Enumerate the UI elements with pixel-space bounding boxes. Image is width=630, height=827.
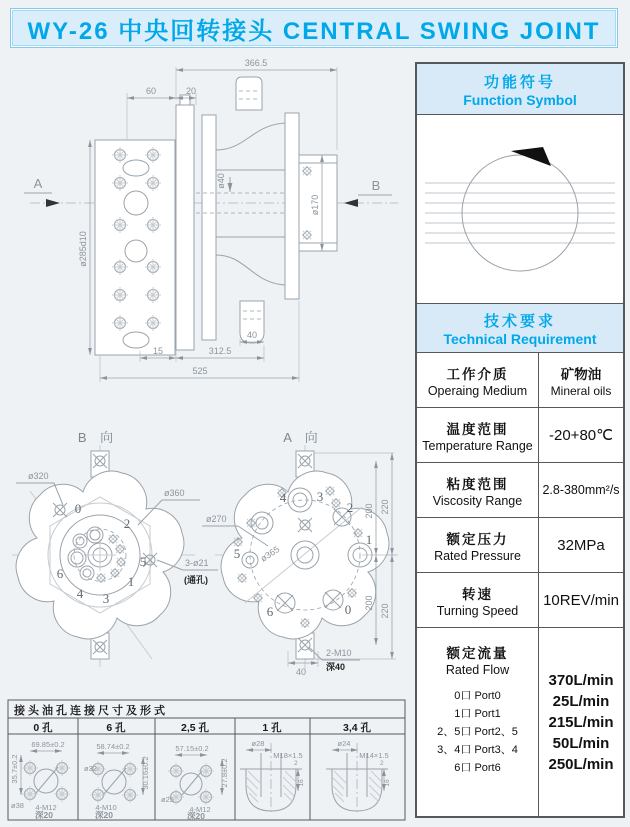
flow-value-1: 25L/min — [552, 692, 610, 710]
hole-table-title: 接头油孔连接尺寸及形式 — [14, 705, 168, 717]
spec-row-temperature — [417, 408, 623, 463]
dim-depth-40: 深40 — [326, 662, 346, 672]
spec-value-speed — [539, 573, 623, 627]
spec-label-pressure — [417, 518, 539, 572]
c5-d16: 16 — [384, 779, 391, 787]
c4-d2: 2 — [294, 760, 298, 767]
c4-thread: M18×1.5 — [273, 751, 303, 760]
spec-row-speed — [417, 573, 623, 628]
pressure-zh: 额定压力 — [446, 531, 509, 547]
medium-en: Operaing Medium — [427, 383, 528, 398]
temperature-en: Temperature Range — [422, 438, 533, 453]
dim-285: ø285d10 — [78, 231, 88, 267]
speed-en: Turning Speed — [436, 603, 519, 618]
viscosity-value: 2.8-380mm²/s — [542, 483, 620, 497]
spec-value-medium — [539, 353, 623, 407]
c5-thread: M14×1.5 — [359, 751, 389, 760]
dim-60: 60 — [145, 86, 157, 96]
c2-depth: 深20 — [95, 810, 113, 820]
label-view-b: B — [371, 178, 381, 193]
c1-dh: 69.85±0.2 — [31, 740, 65, 749]
spec-value-pressure — [539, 518, 623, 572]
view-a-title: A 向 — [283, 430, 323, 445]
technical-title-en: Technical Requirement — [443, 330, 597, 347]
dim-200-bottom: 200 — [364, 595, 374, 611]
port-a-5: 5 — [233, 546, 241, 561]
pressure-en: Rated Pressure — [434, 548, 521, 563]
flow-value-2: 215L/min — [548, 713, 614, 731]
c1-depth: 深20 — [35, 810, 53, 820]
c3-thread: 4-M12 — [189, 805, 211, 814]
dim-40: 40 — [246, 330, 258, 340]
dim-220-bottom: 220 — [380, 603, 390, 619]
medium-zh: 工作介质 — [446, 366, 509, 382]
dim-bore: ø40 — [216, 173, 226, 189]
port-b-4: 4 — [76, 586, 84, 601]
c5-bore: ø24 — [337, 739, 351, 748]
dim-3-21: 3-ø21 — [185, 558, 209, 568]
port-b-2: 2 — [123, 516, 131, 531]
viscosity-en: Viscosity Range — [432, 493, 523, 508]
technical-requirement-header — [417, 304, 623, 353]
spec-value-flow — [539, 628, 623, 816]
viscosity-zh: 粘度范围 — [446, 476, 509, 492]
c1-bore: ø38 — [11, 801, 24, 810]
spec-label-flow — [417, 628, 539, 816]
flow-port-3-4: 3、4口 Port3、4 — [437, 744, 518, 756]
technical-title-zh: 技术要求 — [483, 312, 556, 330]
c5-d2: 2 — [380, 760, 384, 767]
port-a-2: 2 — [346, 500, 354, 515]
port-a-4: 4 — [279, 490, 287, 505]
dim-320: ø320 — [28, 471, 49, 481]
speed-value: 10REV/min — [543, 591, 619, 609]
dim-312-5: 312.5 — [208, 346, 232, 356]
spec-label-viscosity — [417, 463, 539, 517]
c4-bore: ø28 — [251, 739, 265, 748]
spec-row-medium — [417, 353, 623, 408]
view-a — [202, 430, 398, 677]
dim-20: 20 — [185, 86, 197, 96]
dim-200-top: 200 — [364, 503, 374, 519]
c3-depth: 深20 — [187, 811, 205, 821]
spec-label-speed — [417, 573, 539, 627]
temperature-value: -20+80℃ — [549, 427, 613, 444]
c3-dv: 27.8±0.2 — [220, 758, 229, 788]
col-25-hole: 2,5 孔 — [180, 722, 210, 734]
page-title-text: WY-26 中央回转接头 CENTRAL SWING JOINT — [27, 17, 601, 45]
flow-value-4: 250L/min — [548, 755, 614, 773]
dim-15: 15 — [152, 346, 164, 356]
function-symbol-title-en: Function Symbol — [463, 91, 577, 108]
flow-port-6: 6口 Port6 — [454, 762, 501, 774]
engineering-drawing — [0, 55, 410, 827]
c3-bore: ø25 — [161, 795, 174, 804]
label-view-a: A — [33, 176, 43, 191]
col-34-hole: 3,4 孔 — [342, 722, 372, 734]
dim-270: ø270 — [206, 514, 227, 524]
c1-dv: 35.7±0.2 — [10, 754, 19, 784]
c4-d16: 16 — [298, 779, 305, 787]
page-title — [10, 8, 618, 48]
spec-label-temperature — [417, 408, 539, 462]
pressure-value: 32MPa — [557, 536, 605, 554]
dim-2-m10: 2-M10 — [326, 648, 352, 658]
c2-thread: 4-M10 — [95, 803, 117, 812]
spec-value-viscosity — [539, 463, 623, 517]
flow-zh: 额定流量 — [446, 646, 509, 661]
dim-365: ø365 — [258, 544, 282, 564]
flow-port-0: 0口 Port0 — [454, 690, 501, 702]
flow-value-0: 370L/min — [548, 671, 614, 689]
col-1-hole: 1 孔 — [262, 722, 282, 734]
port-b-0: 0 — [74, 501, 82, 516]
spec-row-viscosity — [417, 463, 623, 518]
port-b-1: 1 — [127, 574, 135, 589]
function-symbol-header — [417, 64, 623, 115]
dim-170: ø170 — [310, 194, 320, 216]
col-0-hole: 0 孔 — [33, 722, 53, 734]
dim-360: ø360 — [164, 488, 185, 498]
flow-port-2-5: 2、5口 Port2、5 — [437, 726, 518, 738]
dim-through-hole: (通孔) — [184, 575, 208, 585]
side-view — [24, 58, 398, 382]
c1-thread: 4-M12 — [35, 803, 57, 812]
flow-en: Rated Flow — [445, 663, 510, 677]
function-symbol-diagram — [417, 115, 623, 304]
rotation-arrow-icon — [511, 147, 551, 166]
c3-dh: 57.15±0.2 — [175, 744, 209, 753]
port-a-6: 6 — [266, 604, 274, 619]
spec-label-medium — [417, 353, 539, 407]
port-b-3: 3 — [102, 591, 110, 606]
dim-366-5: 366.5 — [244, 58, 268, 68]
port-a-0: 0 — [344, 602, 352, 617]
port-b-6: 6 — [56, 566, 64, 581]
port-b-5: 5 — [139, 554, 147, 569]
view-b-title: B 向 — [77, 430, 119, 445]
spec-panel — [415, 62, 625, 818]
port-a-1: 1 — [365, 532, 373, 547]
flow-port-list — [417, 687, 538, 777]
spec-value-temperature — [539, 408, 623, 462]
hole-connection-table — [8, 700, 405, 821]
c2-bore: ø32 — [84, 764, 97, 773]
dim-220-top: 220 — [380, 499, 390, 515]
medium-value-zh: 矿物油 — [560, 366, 602, 382]
port-a-3: 3 — [316, 489, 324, 504]
col-6-hole: 6 孔 — [106, 722, 126, 734]
dim-525: 525 — [192, 366, 208, 376]
flow-port-1: 1口 Port1 — [454, 708, 501, 720]
function-symbol-title-zh: 功能符号 — [483, 73, 556, 91]
medium-value-en: Mineral oils — [550, 383, 612, 398]
flow-value-3: 50L/min — [552, 734, 610, 752]
temperature-zh: 温度范围 — [446, 421, 509, 437]
rotation-symbol — [417, 115, 623, 301]
speed-zh: 转速 — [462, 586, 493, 602]
dim-a-40: 40 — [295, 667, 307, 677]
c2-dh: 58.74±0.2 — [96, 742, 130, 751]
spec-row-flow — [417, 628, 623, 816]
c2-dv: 30.16±0.2 — [141, 756, 150, 790]
spec-row-pressure — [417, 518, 623, 573]
view-b — [12, 430, 218, 667]
